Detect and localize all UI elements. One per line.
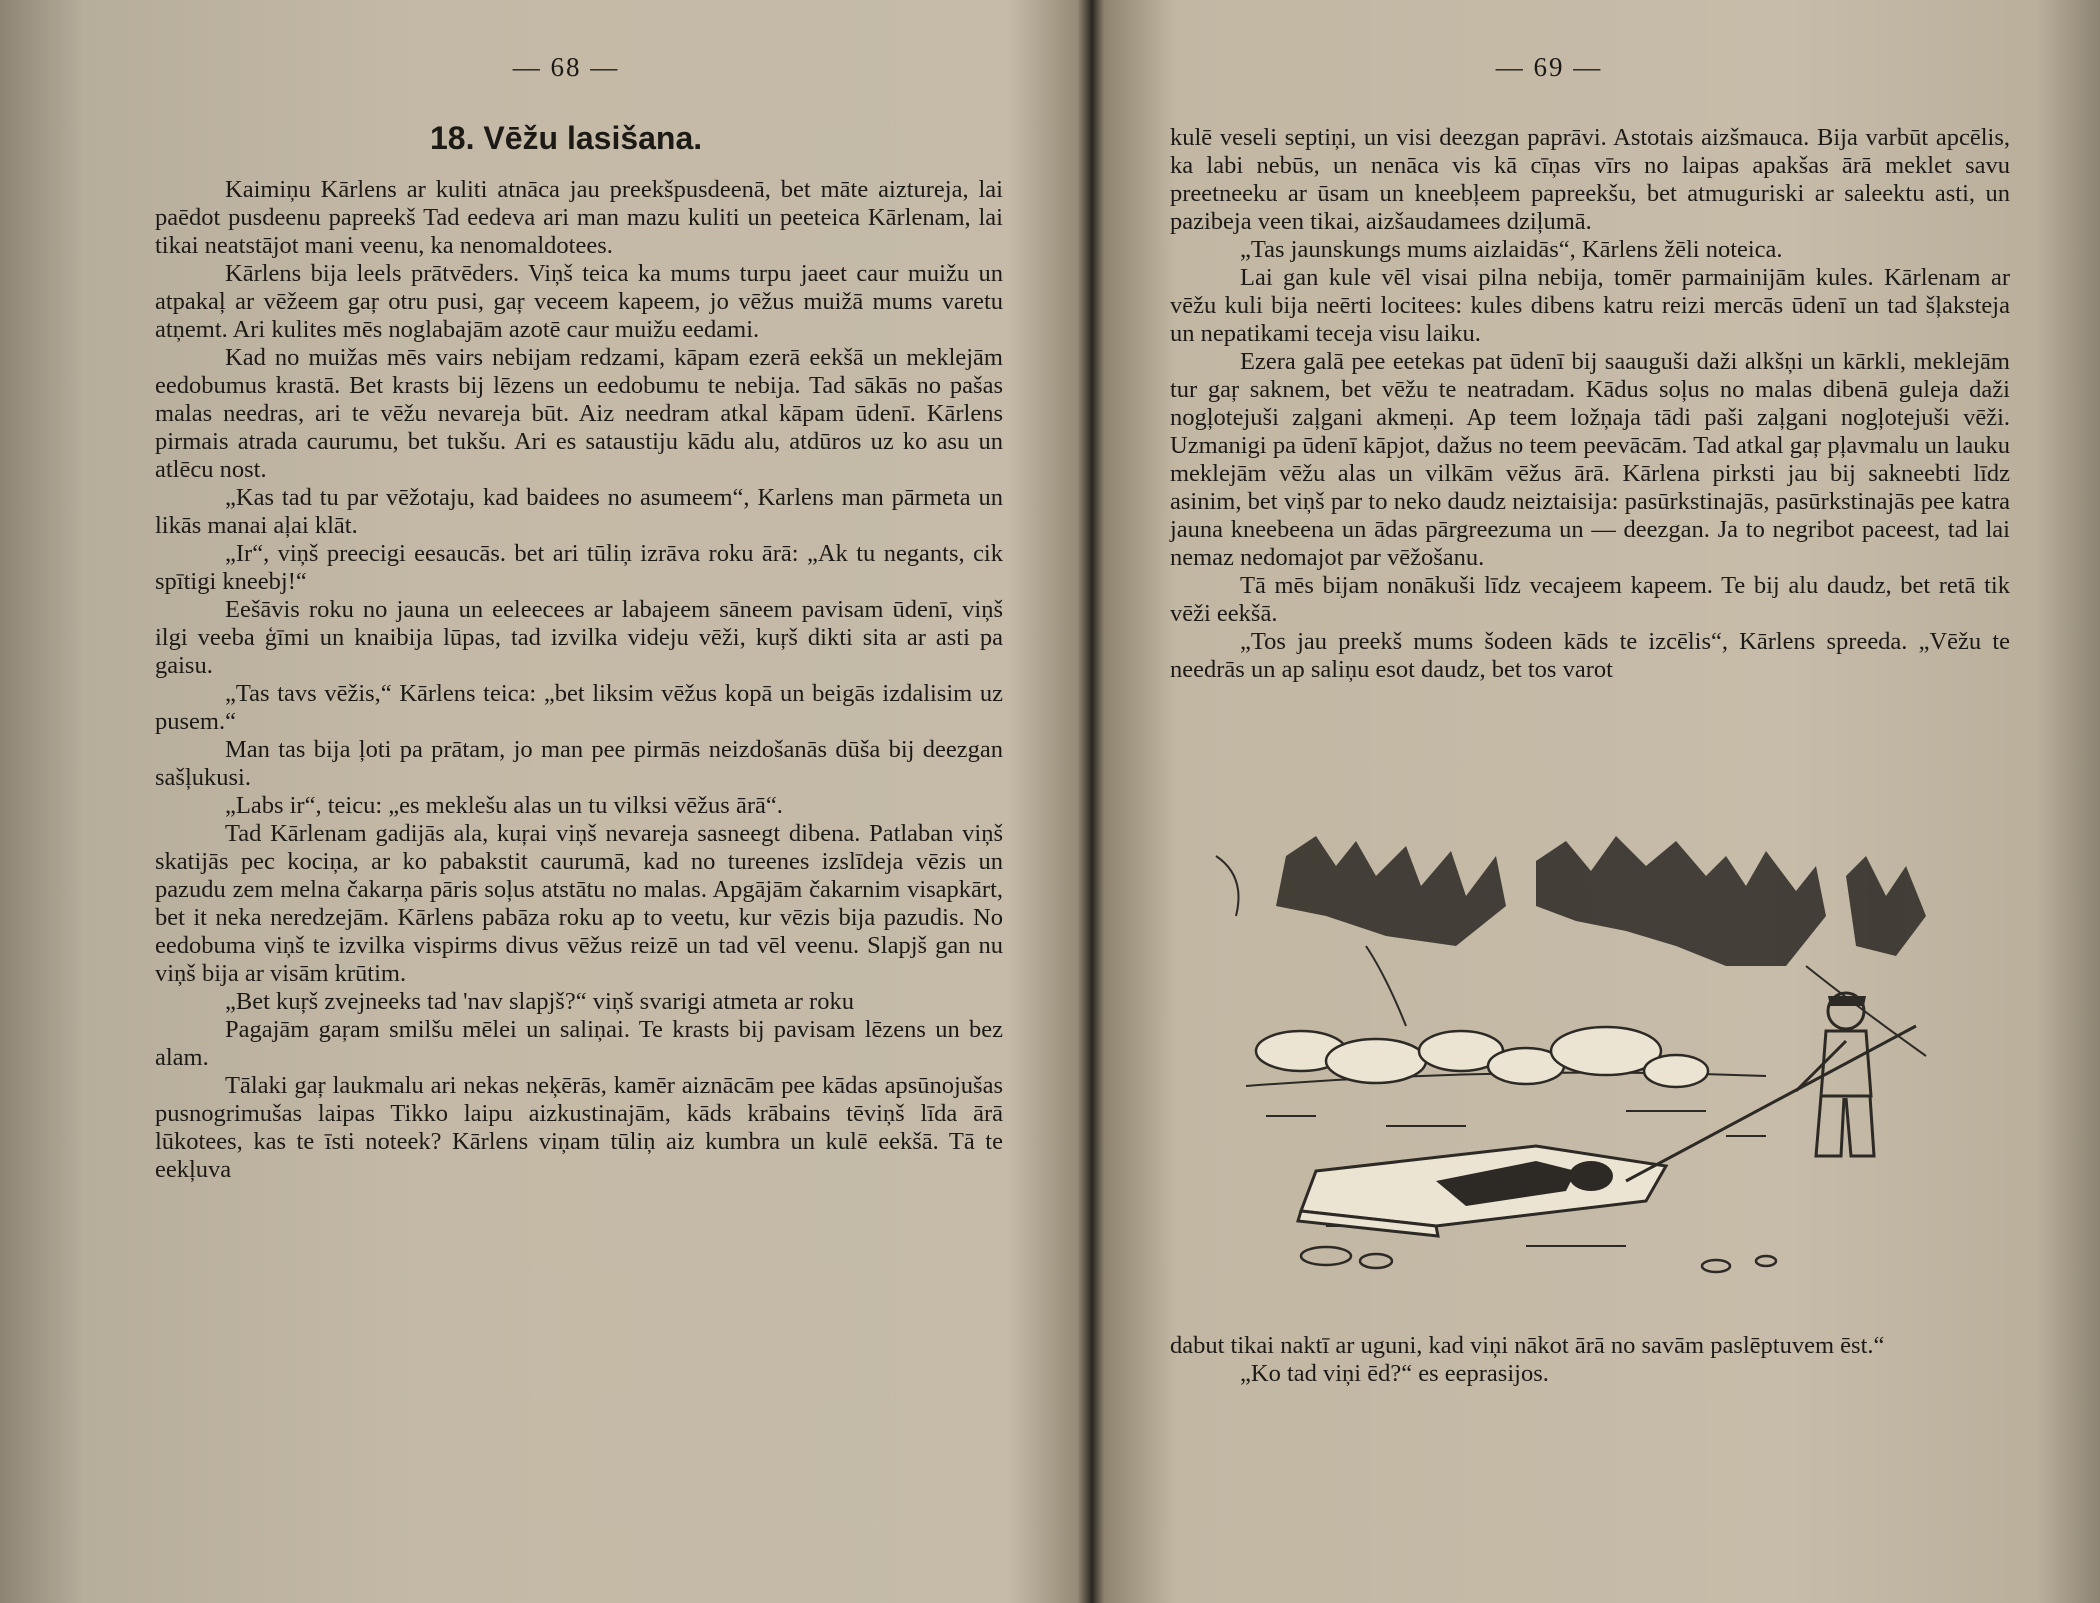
paragraph: „Ir“, viņš preecigi eesaucās. bet ari tūliņ izrāva roku ārā: „Ak tu negants, cik spītigi kneebj!“ bbox=[155, 540, 1003, 595]
right-page bbox=[1058, 0, 2100, 1603]
paragraph: „Tas jaunskungs mums aizlaidās“, Kārlens žēli noteica. bbox=[1240, 236, 1783, 263]
paragraph: Kad no muižas mēs vairs nebijam redzami, kāpam ezerā eekšā un meklejām eedobumus krastā. Bet krasts bij lēzens un eedobumu te nebija. Tad sākās no pašas malas needras, ari te vēžu nevareja būt. Aiz needram atkal kāpam ūdenī. Kārlens pirmais atrada caurumu, bet tukšu. Ari es sataustiju kādu alu, atdūros uz ko asu un atlēcu nost. bbox=[155, 344, 1003, 483]
paragraph: „Bet kuŗš zvejneeks tad 'nav slapjš?“ viņš svarigi atmeta ar roku bbox=[225, 988, 854, 1015]
paragraph: Eešāvis roku no jauna un eeleecees ar labajeem sāneem pavisam ūdenī, viņš ilgi veeba ģīmi un knaibija lūpas, tad izvilka videju vēži, kuŗš dikti sita ar asti pa gaisu. bbox=[155, 596, 1003, 679]
page-number: — 69 — bbox=[1495, 52, 1603, 82]
paragraph: „Kas tad tu par vēžotaju, kad baidees no asumeem“, Karlens man pārmeta un likās manai aļai klāt. bbox=[155, 484, 1003, 539]
paragraph: „Tas tavs vēžis,“ Kārlens teica: „bet liksim vēžus kopā un beigās izdalisim uz pusem.“ bbox=[155, 680, 1003, 735]
paragraph: „Tos jau preekš mums šodeen kāds te izcēlis“, Kārlens spreeda. „Vēžu te needrās un ap saliņu esot daudz, bet tos varot bbox=[1170, 628, 2010, 683]
paragraph: Tālaki gaŗ laukmalu ari nekas neķērās, kamēr aiznācām pee kādas apsūnojušas pusnogrimušas laipas Tikko laipu aizkustinajām, kāds krābains tēviņš līda ārā lūkotees, kas te īsti noteek? Kārlens viņam tūliņ aiz kumbra un kulē eekšā. Tā te eekļuva bbox=[155, 1072, 1003, 1183]
paragraph: „Labs ir“, teicu: „es meklešu alas un tu vilksi vēžus ārā“. bbox=[225, 792, 783, 819]
crayfish-catching-illustration bbox=[1206, 836, 2014, 1324]
paragraph: Man tas bija ļoti pa prātam, jo man pee pirmās neizdošanās dūša bij deezgan sašļukusi. bbox=[155, 736, 1003, 791]
page-number: — 68 — bbox=[512, 52, 620, 82]
illustration-drawing bbox=[1206, 836, 2014, 1324]
paragraph: Kaimiņu Kārlens ar kuliti atnāca jau preekšpusdeenā, bet māte aiztureja, lai paēdot pusdeenu papreekš Tad eedeva ari man mazu kuliti un peeteica Kārlenam, lai tikai neatstājot mani veenu, ka nenomaldotees. bbox=[155, 176, 1003, 259]
left-page-text bbox=[155, 176, 1003, 1184]
paragraph: Tad Kārlenam gadijās ala, kuŗai viņš nevareja sasneegt dibena. Patlaban viņš skatijās pec kociņa, ar ko pabakstit caurumā, kad no tureenes izslīdeja vēzis un pazudu zem melna čakarņa pāris soļus atstātu no malas. Apgājām čakarnim visapkārt, bet it neka neredzejām. Kārlens pabāza roku ap to veetu, kur vēzis bija pazudis. No eedobuma viņš te izvilka vispirms divus vēžus reizē un tad vēl veenu. Slapjš gan nu viņš bija ar visām krūtim. bbox=[155, 820, 1003, 987]
right-page-text-bottom bbox=[1170, 1332, 2010, 1388]
paragraph: Kārlens bija leels prātvēders. Viņš teica ka mums turpu jaeet caur muižu un atpakaļ ar vēžeem gaŗ otru pusi, gaŗ veceem kapeem, jo vēžus muižā mums varetu atņemt. Ari kulites mēs noglabajām azotē caur muižu eedami. bbox=[155, 260, 1003, 343]
chapter-title: 18. Vēžu lasišana. bbox=[430, 120, 703, 156]
paragraph: Tā mēs bijam nonākuši līdz vecajeem kapeem. Te bij alu daudz, bet retā tik vēži eekšā. bbox=[1170, 572, 2010, 627]
paragraph: „Ko tad viņi ēd?“ es eeprasijos. bbox=[1240, 1360, 1549, 1387]
paragraph: dabut tikai naktī ar uguni, kad viņi nākot ārā no savām paslēptuvem ēst.“ bbox=[1170, 1332, 1885, 1359]
right-page-text-top bbox=[1170, 124, 2010, 684]
paragraph: Lai gan kule vēl visai pilna nebija, tomēr parmainijām kules. Kārlenam ar vēžu kuli bija neērti locitees: kules dibens katru reizi mercās ūdenī un tad šļaksteja un nepatikami teceja visu laiku. bbox=[1170, 264, 2010, 347]
paragraph: Pagajām gaŗam smilšu mēlei un saliņai. Te krasts bij pavisam lēzens un bez alam. bbox=[155, 1016, 1003, 1071]
paragraph: kulē veseli septiņi, un visi deezgan paprāvi. Astotais aizšmauca. Bija varbūt apcēlis, ka labi nebūs, un nenāca vis kā cīņas vīrs no laipas apakšas ārā meklet savu preetneeku ar ūsam un kneebļeem papreekšu, bet atmuguriski ar saleektu asti, un pazibeja veen tikai, aizšaudamees dziļumā. bbox=[1170, 124, 2010, 235]
paragraph: Ezera galā pee eetekas pat ūdenī bij saauguši daži alkšņi un kārkli, meklejām tur gaŗ saknem, bet vēžu te neatradam. Kādus soļus no malas dibenā guleja daži nogļotejuši zaļgani akmeņi. Ap teem ložņaja tādi paši zaļgani nogļotejuši vēži. Uzmanigi pa ūdenī kāpjot, dažus no teem peevācām. Tad atkal gaŗ pļavmalu un lauku meklejām vēžu alas un vilkām vēžus ārā. Kārlena pirksti jau bij sakneebti līdz asinim, bet viņš par to neko daudz neiztaisija: pasūrkstinajās, pasūrkstinajās pee katra jauna kneebeena un ādas pārgreezuma un — deezgan. Ja to negribot paceest, tad lai nemaz nedomajot par vēžošanu. bbox=[1170, 348, 2010, 571]
